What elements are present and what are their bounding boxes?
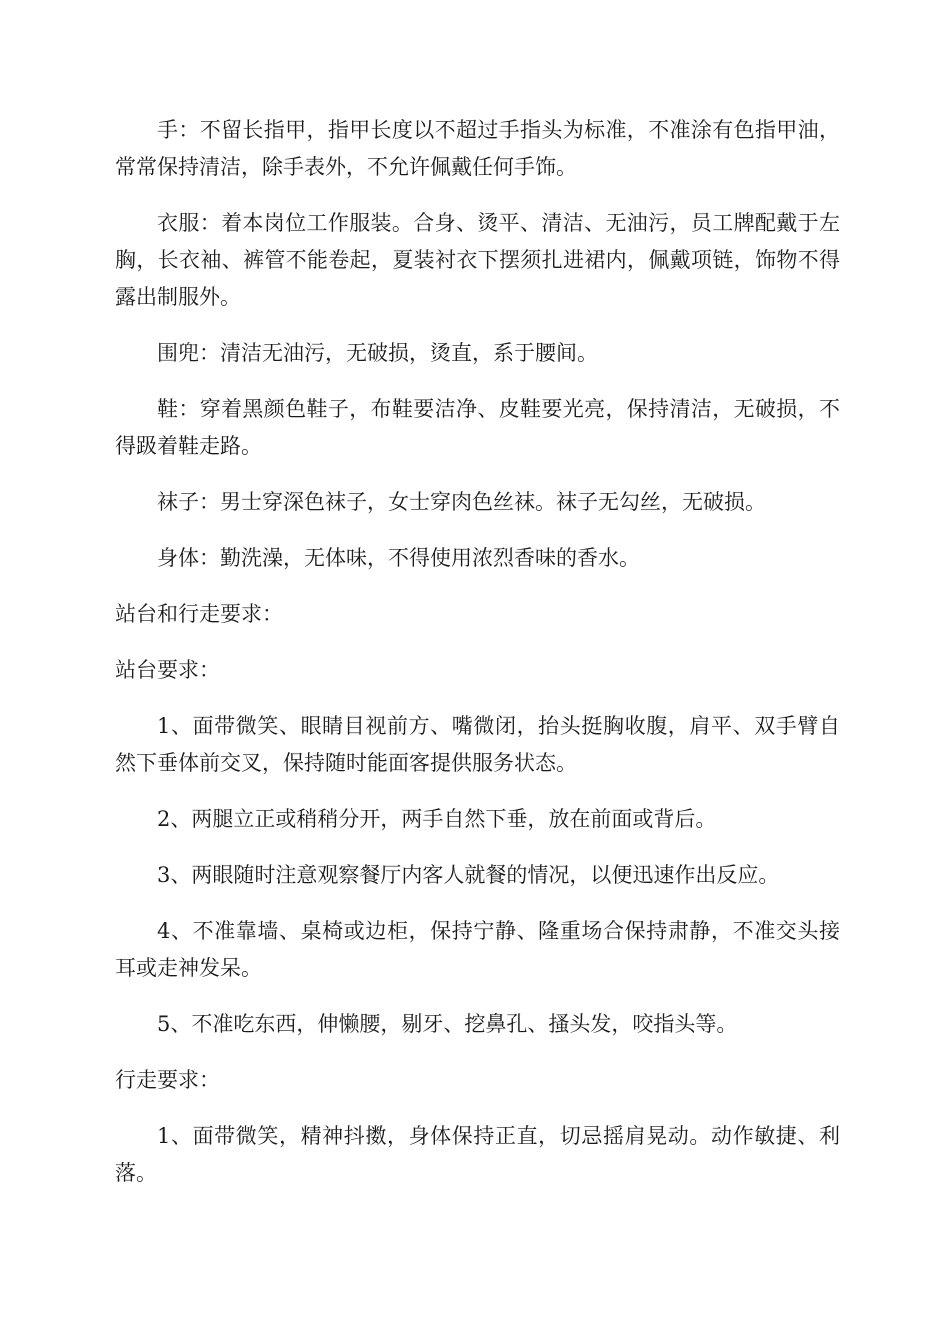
list-item-standing-4: 4、不准靠墙、桌椅或边柜，保持宁静、隆重场合保持肃静，不准交头接耳或走神发呆。	[115, 919, 840, 980]
document-page	[115, 112, 840, 1211]
list-item-standing-1: 1、面带微笑、眼睛目视前方、嘴微闭，抬头挺胸收腹，肩平、双手臂自然下垂体前交叉，保持随时能面客提供服务状态。	[115, 714, 840, 775]
paragraph-body: 身体：勤洗澡，无体味，不得使用浓烈香味的香水。	[157, 546, 640, 570]
list-item-standing-5: 5、不准吃东西，伸懒腰，剔牙、挖鼻孔、搔头发，咬指头等。	[157, 1012, 738, 1036]
paragraph-apron: 围兜：清洁无油污，无破损，烫直，系于腰间。	[157, 341, 598, 365]
paragraph-hands: 手：不留长指甲，指甲长度以不超过手指头为标准，不准涂有色指甲油，常常保持清洁，除手表外，不允许佩戴任何手饰。	[115, 118, 840, 179]
heading-standing: 站台要求：	[115, 658, 220, 682]
paragraph-clothing: 衣服：着本岗位工作服装。合身、烫平、清洁、无油污，员工牌配戴于左胸，长衣袖、裤管不能卷起，夏装衬衣下摆须扎进裙内，佩戴项链，饰物不得露出制服外。	[115, 211, 840, 309]
heading-standing-walking: 站台和行走要求：	[115, 602, 283, 626]
heading-walking: 行走要求：	[115, 1068, 220, 1092]
list-item-walking-1: 1、面带微笑，精神抖擞，身体保持正直，切忌摇肩晃动。动作敏捷、利落。	[115, 1124, 840, 1185]
paragraph-socks: 袜子：男士穿深色袜子，女士穿肉色丝袜。袜子无勾丝，无破损。	[157, 490, 766, 514]
list-item-standing-3: 3、两眼随时注意观察餐厅内客人就餐的情况，以便迅速作出反应。	[157, 863, 780, 887]
paragraph-shoes: 鞋：穿着黑颜色鞋子，布鞋要洁净、皮鞋要光亮，保持清洁，无破损，不得趿着鞋走路。	[115, 397, 840, 458]
list-item-standing-2: 2、两腿立正或稍稍分开，两手自然下垂，放在前面或背后。	[157, 807, 717, 831]
